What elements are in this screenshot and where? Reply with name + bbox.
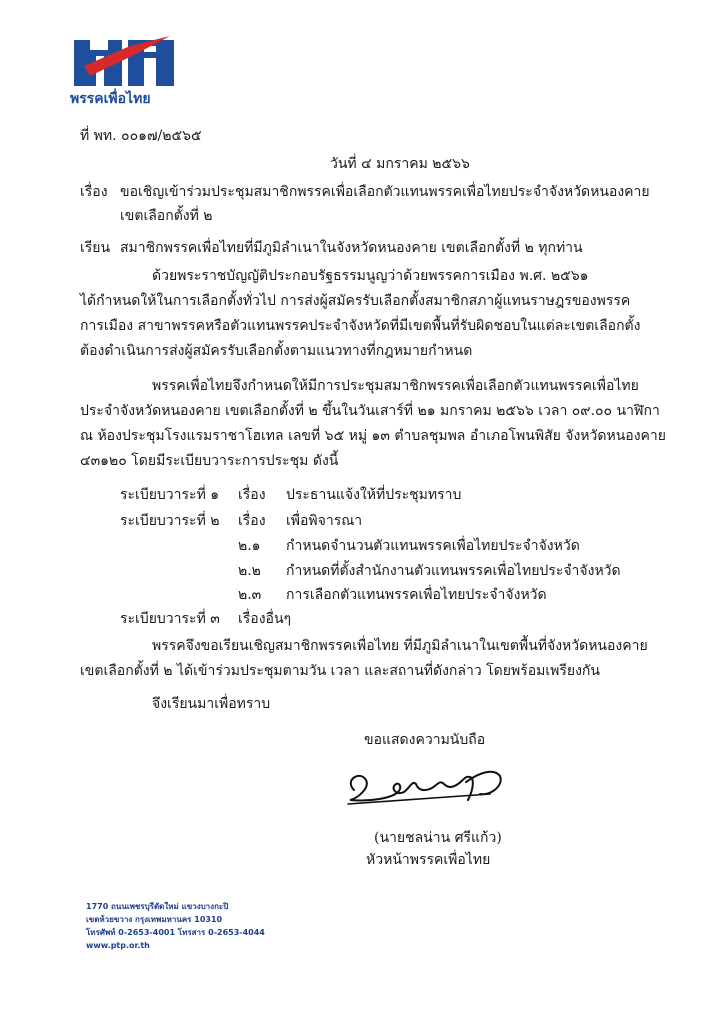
footer-line: เขตห้วยขวาง กรุงเทพมหานคร 10310	[86, 915, 223, 924]
closing-line: จึงเรียนมาเพื่อทราบ	[152, 696, 271, 712]
para2-line: ประจำจังหวัดหนองคาย เขตเลือกตั้งที่ ๒ ขึ้นในวันเสาร์ที่ ๒๑ มกราคม ๒๕๖๖ เวลา ๐๙.๐๐ นาฬิกา	[80, 403, 660, 419]
subject-label: เรื่อง	[80, 184, 108, 200]
subject-line-1: ขอเชิญเข้าร่วมประชุมสมาชิกพรรคเพื่อเลือกตัวแทนพรรคเพื่อไทยประจำจังหวัดหนองคาย	[120, 184, 650, 200]
to-label: เรียน	[80, 240, 111, 256]
subitem-text: กำหนดที่ตั้งสำนักงานตัวแทนพรรคเพื่อไทยประจำจังหวัด	[286, 563, 621, 579]
agenda-label: ระเบียบวาระที่ ๓	[120, 611, 220, 627]
agenda-subject: เรื่อง	[238, 487, 266, 503]
agenda-label: ระเบียบวาระที่ ๑	[120, 487, 220, 503]
para1-line: ต้องดำเนินการส่งผู้สมัครรับเลือกตั้งตามแนวทางที่กฎหมายกำหนด	[80, 343, 473, 359]
agenda-label: ระเบียบวาระที่ ๒	[120, 513, 220, 529]
signature	[340, 762, 530, 812]
subitem-text: การเลือกตัวแทนพรรคเพื่อไทยประจำจังหวัด	[286, 587, 547, 603]
party-name-logo: พรรคเพื่อไทย	[70, 91, 151, 107]
subitem-number: ๒.๒	[238, 563, 261, 579]
footer-line: โทรศัพท์ 0-2653-4001 โทรสาร 0-2653-4044	[86, 928, 265, 937]
agenda-text: เพื่อพิจารณา	[286, 513, 363, 529]
regards-line: ขอแสดงความนับถือ	[364, 732, 486, 748]
subitem-text: กำหนดจำนวนตัวแทนพรรคเพื่อไทยประจำจังหวัด	[286, 538, 580, 554]
para2-line: พรรคเพื่อไทยจึงกำหนดให้มีการประชุมสมาชิกพรรคเพื่อเลือกตัวแทนพรรคเพื่อไทย	[152, 378, 639, 394]
para1-line: การเมือง สาขาพรรคหรือตัวแทนพรรคประจำจังหวัดที่มีเขตพื้นที่รับผิดชอบในแต่ละเขตเลือกตั้ง	[80, 318, 641, 334]
agenda-subject: เรื่อง	[238, 513, 266, 529]
footer-website: www.ptp.or.th	[86, 941, 150, 950]
subitem-number: ๒.๑	[238, 538, 261, 554]
reference-number: ที่ พท. ๐๐๑๗/๒๕๖๕	[80, 128, 202, 144]
document-date: วันที่ ๔ มกราคม ๒๕๖๖	[330, 156, 470, 172]
para3-line: เขตเลือกตั้งที่ ๒ ได้เข้าร่วมประชุมตามวัน เวลา และสถานที่ดังกล่าว โดยพร้อมเพรียงกัน	[80, 663, 600, 679]
signer-name: (นายชลน่าน ศรีแก้ว)	[374, 830, 502, 846]
para1-line: ได้กำหนดให้ในการเลือกตั้งทั่วไป การส่งผู้สมัครรับเลือกตั้งสมาชิกสภาผู้แทนราษฎรของพรรค	[80, 293, 631, 309]
para1-line: ด้วยพระราชบัญญัติประกอบรัฐธรรมนูญว่าด้วยพรรคการเมือง พ.ศ. ๒๕๖๑	[152, 268, 589, 284]
signer-title: หัวหน้าพรรคเพื่อไทย	[366, 852, 491, 868]
subject-line-2: เขตเลือกตั้งที่ ๒	[120, 208, 213, 224]
para2-line: ๔๓๑๒๐ โดยมีระเบียบวาระการประชุม ดังนี้	[80, 453, 339, 469]
footer-line: 1770 ถนนเพชรบุรีตัดใหม่ แขวงบางกะปิ	[86, 902, 229, 911]
to-text: สมาชิกพรรคเพื่อไทยที่มีภูมิลำเนาในจังหวัดหนองคาย เขตเลือกตั้งที่ ๒ ทุกท่าน	[120, 240, 583, 256]
subitem-number: ๒.๓	[238, 587, 262, 603]
footer-address	[86, 900, 386, 952]
para2-line: ณ ห้องประชุมโรงแรมราชาโฮเทล เลขที่ ๖๕ หมู่ ๑๓ ตำบลชุมพล อำเภอโพนพิสัย จังหวัดหนองคาย	[80, 428, 666, 444]
agenda-text: ประธานแจ้งให้ที่ประชุมทราบ	[286, 487, 462, 503]
para3-line: พรรคจึงขอเรียนเชิญสมาชิกพรรคเพื่อไทย ที่มีภูมิลำเนาในเขตพื้นที่จังหวัดหนองคาย	[152, 638, 648, 654]
agenda-text: เรื่องอื่นๆ	[238, 611, 292, 627]
